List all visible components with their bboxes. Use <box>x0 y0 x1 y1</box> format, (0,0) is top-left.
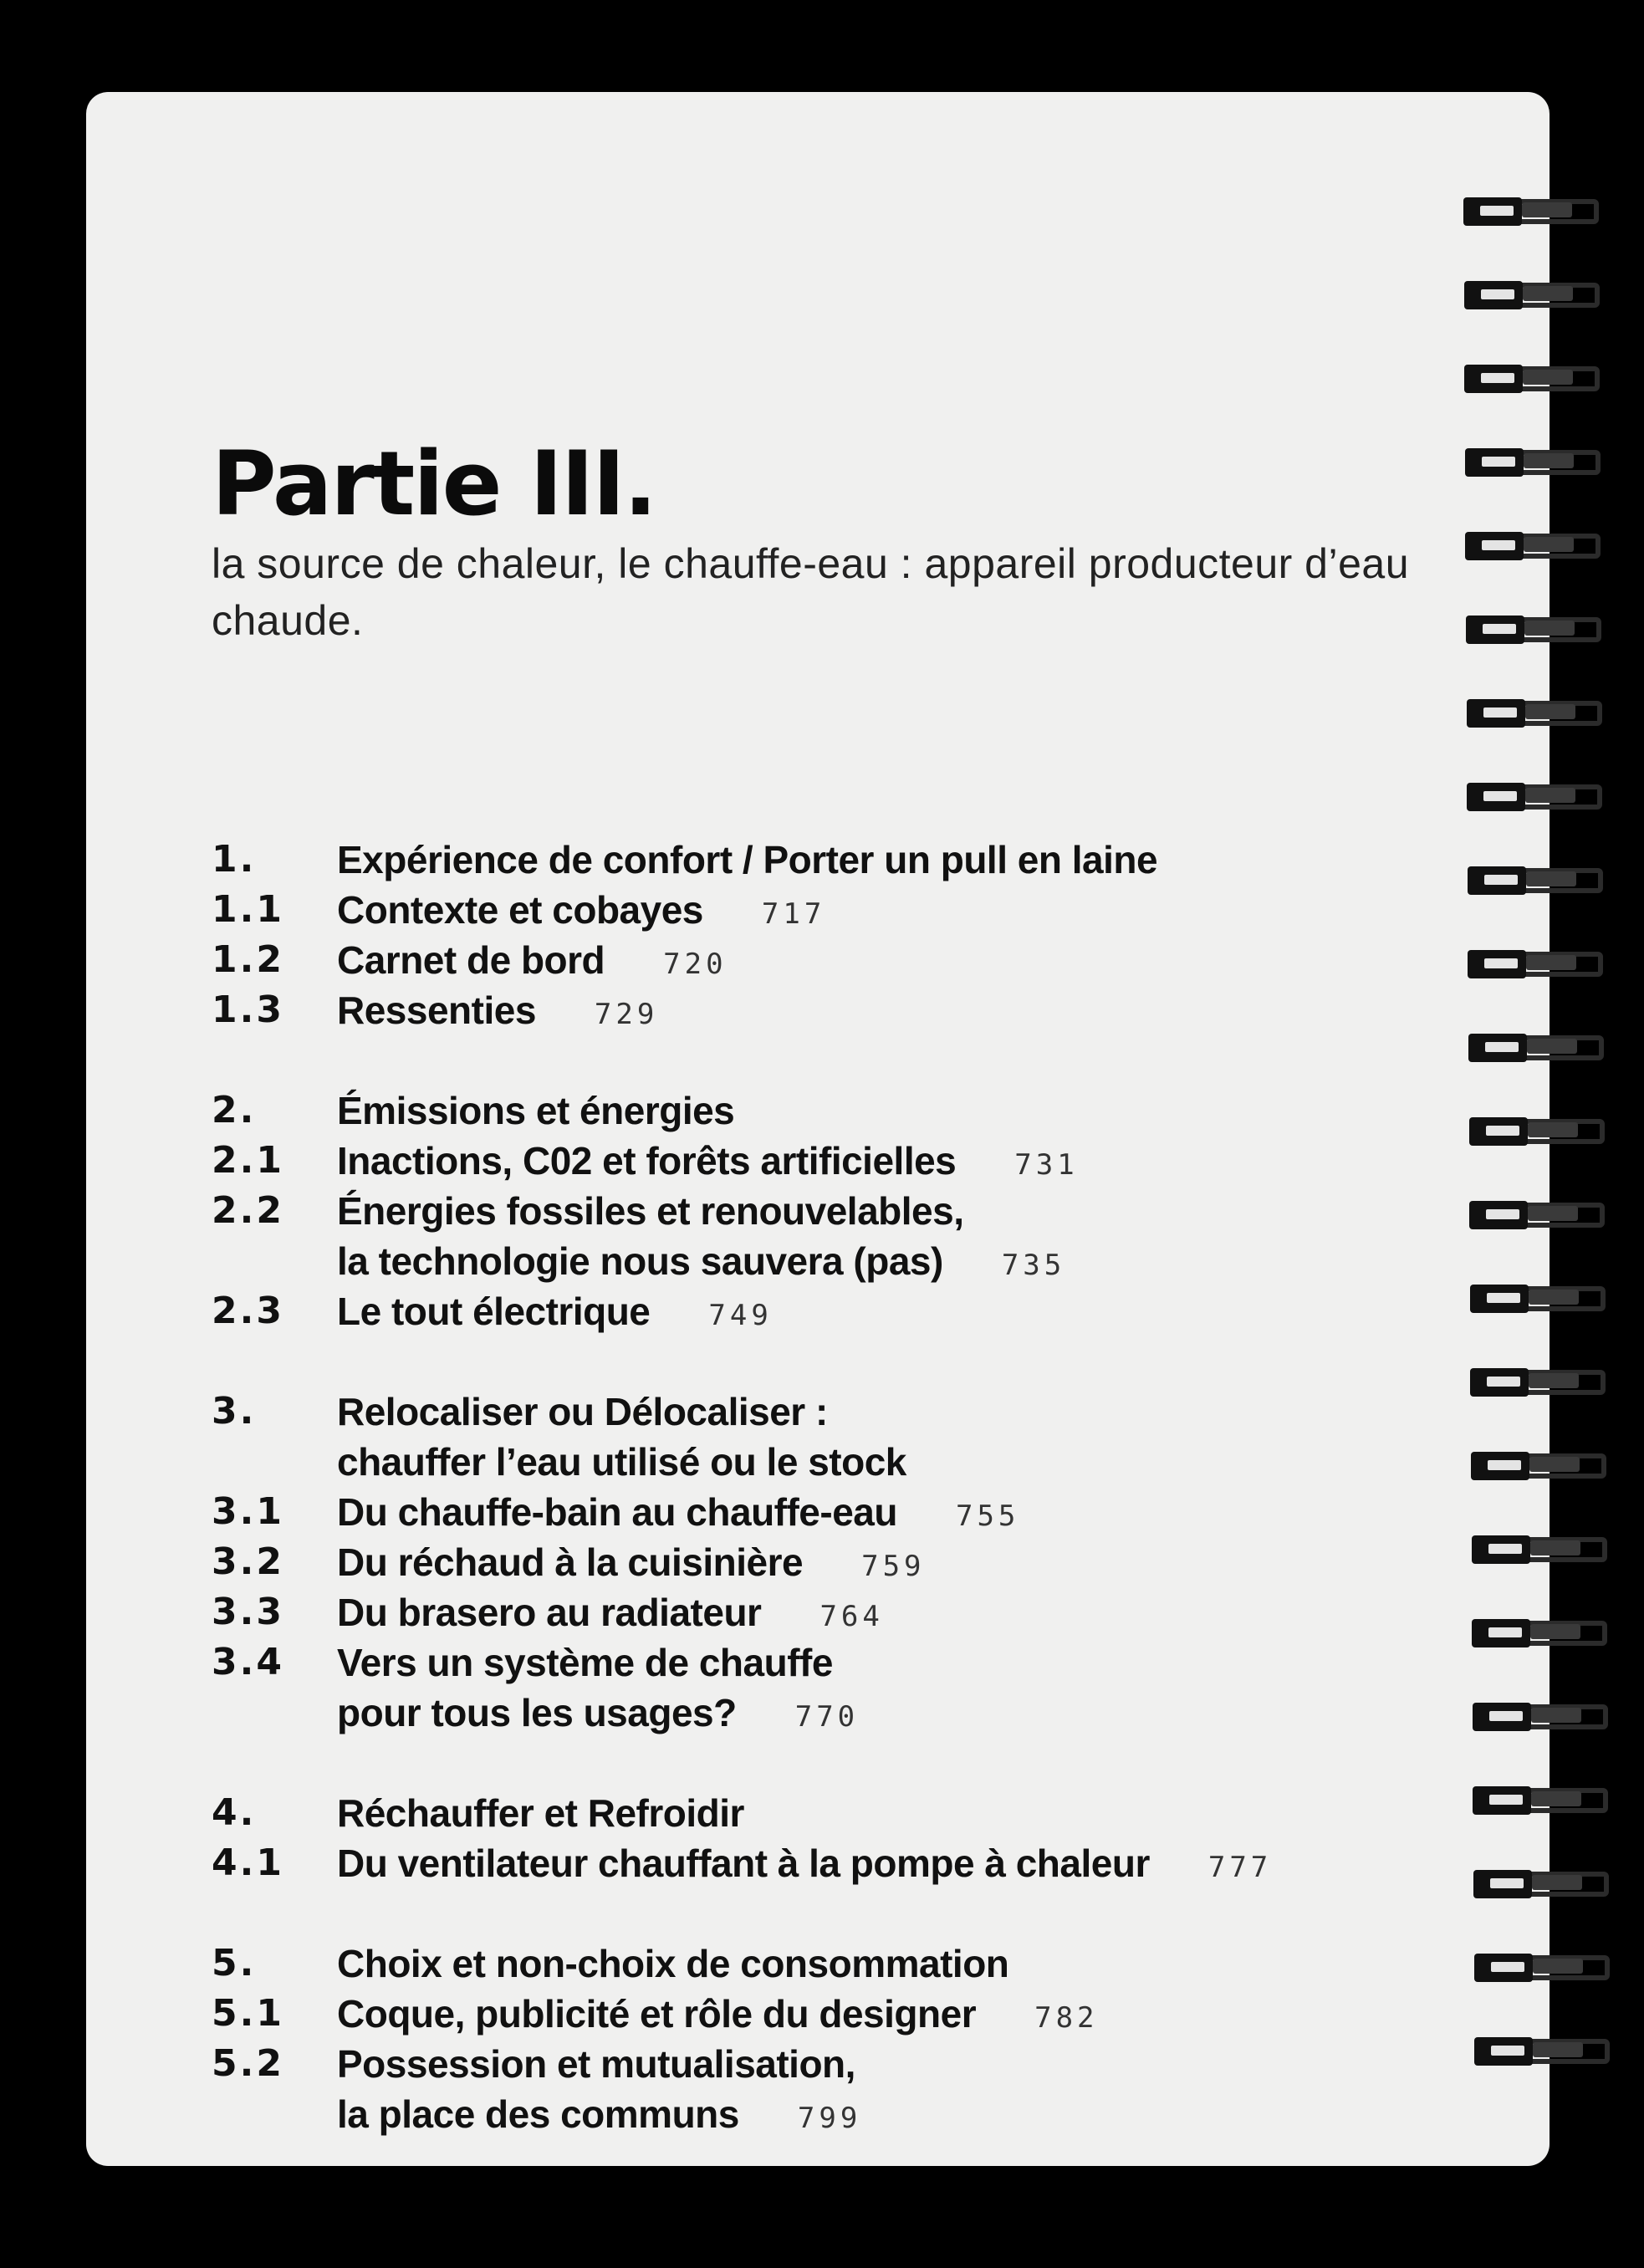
toc-entry-number: 2.2 <box>212 1189 284 1232</box>
toc-entry-number: 5.2 <box>212 2042 284 2085</box>
toc-entry[interactable] <box>212 1838 1516 1888</box>
toc-entry[interactable] <box>212 1387 1516 1487</box>
toc-entry-number: 3. <box>212 1390 257 1433</box>
spiral-coil <box>1474 2034 1613 2069</box>
toc-section <box>212 835 1516 1035</box>
toc-entry-text <box>337 1838 1516 1888</box>
toc-entry-line <box>337 1437 1516 1487</box>
toc-entry-line <box>337 1838 1516 1888</box>
toc-entry-number: 3.4 <box>212 1641 284 1683</box>
toc-entry-text <box>337 1587 1516 1637</box>
toc-entry-number: 5.1 <box>212 1992 284 2035</box>
toc-entry-number: 1.1 <box>212 888 284 931</box>
toc-entry-number: 4. <box>212 1791 257 1834</box>
toc-entry-line <box>337 1637 1516 1688</box>
toc-entry-title: Expérience de confort / Porter un pull en laine <box>337 838 1158 881</box>
spiral-coil <box>1474 1950 1613 1985</box>
toc-entry-text <box>337 1537 1516 1587</box>
toc-entry-line <box>337 1989 1516 2039</box>
toc-page-number: 777 <box>1207 1851 1273 1884</box>
toc-entry[interactable] <box>212 2039 1516 2139</box>
spiral-coil <box>1473 1699 1611 1734</box>
spiral-coil <box>1465 445 1604 480</box>
toc-entry-number: 1.3 <box>212 988 284 1031</box>
toc-page-number: 782 <box>1034 2001 1099 2035</box>
spiral-coil <box>1464 278 1603 313</box>
toc-section <box>212 1939 1516 2139</box>
toc-entry-title: Carnet de bord <box>337 938 605 982</box>
toc-entry-line <box>337 1136 1516 1186</box>
toc-entry-number: 1.2 <box>212 938 284 981</box>
toc-entry-line <box>337 1688 1516 1738</box>
spiral-coil <box>1472 1532 1611 1567</box>
toc-entry[interactable] <box>212 835 1516 885</box>
toc-entry-title: Possession et mutualisation, <box>337 2042 855 2086</box>
toc-page-number: 717 <box>761 897 826 931</box>
page-subtitle: la source de chaleur, le chauffe-eau : appareil producteur d’eau chaude. <box>212 540 1410 644</box>
toc-entry-text <box>337 985 1516 1035</box>
spiral-coil <box>1467 696 1606 731</box>
toc-entry[interactable] <box>212 1487 1516 1537</box>
toc-entry-line <box>337 1788 1516 1838</box>
spiral-coil <box>1463 194 1602 229</box>
toc-entry-text <box>337 1186 1516 1286</box>
toc-entry-number: 4.1 <box>212 1841 284 1884</box>
toc-entry[interactable] <box>212 1939 1516 1989</box>
toc-entry-number: 3.2 <box>212 1540 284 1583</box>
toc-page-number: 720 <box>663 948 728 981</box>
toc-entry[interactable] <box>212 1587 1516 1637</box>
toc-page-number: 729 <box>594 998 659 1031</box>
toc-entry-number: 2. <box>212 1089 257 1131</box>
spiral-coil <box>1472 1616 1611 1651</box>
toc-entry[interactable] <box>212 1788 1516 1838</box>
toc-entry-title: Contexte et cobayes <box>337 888 703 932</box>
toc-entry-title: Du brasero au radiateur <box>337 1591 762 1634</box>
toc-entry-title: Vers un système de chauffe <box>337 1641 833 1684</box>
toc-entry-title: Choix et non-choix de consommation <box>337 1942 1009 1985</box>
toc-section <box>212 1085 1516 1336</box>
toc-entry-title: Relocaliser ou Délocaliser : <box>337 1390 828 1433</box>
toc-entry[interactable] <box>212 1186 1516 1286</box>
toc-entry[interactable] <box>212 1085 1516 1136</box>
toc-entry-line <box>337 1487 1516 1537</box>
toc-entry-text <box>337 1387 1516 1487</box>
toc-page-number: 749 <box>708 1299 773 1332</box>
toc-entry-title: Énergies fossiles et renouvelables, <box>337 1189 964 1233</box>
toc-entry-line <box>337 985 1516 1035</box>
spiral-coil <box>1470 1365 1609 1400</box>
toc-entry-title: Émissions et énergies <box>337 1089 735 1132</box>
toc-page-number: 735 <box>1001 1249 1066 1282</box>
toc-section <box>212 1788 1516 1888</box>
toc-entry-title: chauffer l’eau utilisé ou le stock <box>337 1440 906 1484</box>
toc-entry-text <box>337 1136 1516 1186</box>
toc-entry-line <box>337 2039 1516 2089</box>
toc-entry[interactable] <box>212 985 1516 1035</box>
toc-entry-line <box>337 1587 1516 1637</box>
toc-entry[interactable] <box>212 1989 1516 2039</box>
spiral-coil <box>1468 863 1606 898</box>
toc-entry-line <box>337 1387 1516 1437</box>
spiral-coil <box>1468 1030 1607 1065</box>
toc-entry-title: Le tout électrique <box>337 1290 651 1333</box>
toc-entry-line <box>337 1939 1516 1989</box>
toc-entry-text <box>337 1939 1516 1989</box>
toc-entry-number: 2.1 <box>212 1139 284 1182</box>
toc-entry[interactable] <box>212 885 1516 935</box>
table-of-contents <box>212 835 1516 2189</box>
toc-entry-title: Inactions, C02 et forêts artificielles <box>337 1139 957 1183</box>
toc-entry-number: 2.3 <box>212 1290 284 1332</box>
toc-entry-title: pour tous les usages? <box>337 1691 737 1734</box>
toc-entry-number: 3.3 <box>212 1591 284 1633</box>
toc-entry-text <box>337 1637 1516 1738</box>
toc-page-number: 759 <box>861 1550 926 1583</box>
toc-entry[interactable] <box>212 1286 1516 1336</box>
toc-entry-line <box>337 1286 1516 1336</box>
toc-entry-line <box>337 2089 1516 2139</box>
toc-entry-title: la technologie nous sauvera (pas) <box>337 1239 943 1283</box>
toc-entry-line <box>337 835 1516 885</box>
spiral-coil <box>1464 361 1603 396</box>
toc-entry[interactable] <box>212 1537 1516 1587</box>
spiral-coil <box>1473 1867 1612 1902</box>
toc-entry-text <box>337 2039 1516 2139</box>
toc-entry-title: Réchauffer et Refroidir <box>337 1791 744 1835</box>
spiral-binding <box>1463 0 1644 2268</box>
toc-entry-title: Du ventilateur chauffant à la pompe à chaleur <box>337 1841 1150 1885</box>
notebook-page <box>86 92 1550 2166</box>
page-title: Partie III. <box>212 432 656 535</box>
toc-entry-title: Coque, publicité et rôle du designer <box>337 1992 977 2036</box>
toc-entry-line <box>337 1085 1516 1136</box>
toc-entry[interactable] <box>212 1136 1516 1186</box>
toc-entry-number: 1. <box>212 838 257 881</box>
toc-entry-title: Du chauffe-bain au chauffe-eau <box>337 1490 897 1534</box>
toc-entry-line <box>337 885 1516 935</box>
toc-entry-line <box>337 1236 1516 1286</box>
toc-entry-text <box>337 935 1516 985</box>
spiral-coil <box>1467 779 1606 815</box>
toc-entry[interactable] <box>212 935 1516 985</box>
toc-section <box>212 1387 1516 1738</box>
spiral-coil <box>1470 1281 1609 1316</box>
toc-entry-line <box>337 1186 1516 1236</box>
spiral-coil <box>1468 947 1606 982</box>
spiral-coil <box>1473 1783 1611 1818</box>
toc-entry-number: 5. <box>212 1942 257 1984</box>
toc-page-number: 731 <box>1014 1148 1079 1182</box>
spiral-coil <box>1466 612 1605 647</box>
toc-entry-title: Du réchaud à la cuisinière <box>337 1540 804 1584</box>
toc-entry-text <box>337 1989 1516 2039</box>
spiral-coil <box>1469 1114 1608 1149</box>
toc-entry-title: Ressenties <box>337 988 536 1032</box>
toc-entry-text <box>337 1788 1516 1838</box>
spiral-coil <box>1465 529 1604 564</box>
toc-entry-line <box>337 1537 1516 1587</box>
toc-page-number: 799 <box>797 2102 862 2135</box>
spiral-coils <box>1463 0 1644 2268</box>
spiral-coil <box>1469 1198 1608 1233</box>
toc-entry-number: 3.1 <box>212 1490 284 1533</box>
toc-entry-text <box>337 1487 1516 1537</box>
toc-page-number: 755 <box>955 1499 1020 1533</box>
spiral-coil <box>1471 1448 1610 1484</box>
toc-page-number: 764 <box>819 1600 884 1633</box>
toc-page-number: 770 <box>794 1700 860 1734</box>
toc-entry-text <box>337 885 1516 935</box>
toc-entry[interactable] <box>212 1637 1516 1738</box>
toc-entry-title: la place des communs <box>337 2092 739 2136</box>
toc-entry-text <box>337 1085 1516 1136</box>
toc-entry-text <box>337 835 1516 885</box>
toc-entry-text <box>337 1286 1516 1336</box>
toc-entry-line <box>337 935 1516 985</box>
